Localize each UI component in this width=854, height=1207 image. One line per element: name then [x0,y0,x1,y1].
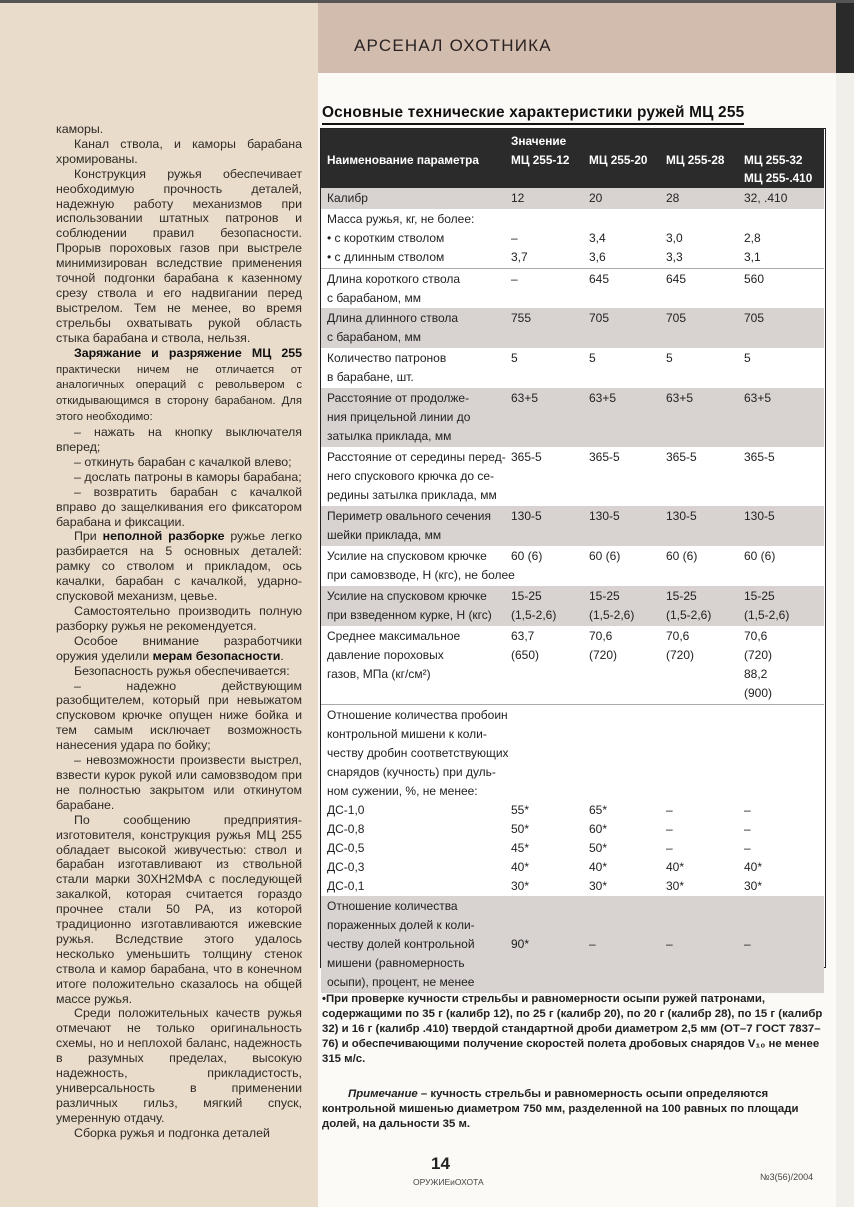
param-value: 20 [589,191,603,205]
param-value: 5 [744,351,751,365]
param-value: 15-25 [744,589,775,603]
body-paragraph [56,470,302,485]
text-run: Сборка ружья и подгонка деталей [74,1125,270,1140]
param-value: 40* [666,860,685,874]
param-name: Расстояние от середины перед- [327,450,506,464]
param-value: 30* [744,879,763,893]
param-name: мишени (равномерность [327,956,465,970]
text-run: – надежно действующим разобщителем, который при невыжатом спусковом крючке опущен ниже бойка и тем самым исключает возможность нанесения удара по бойку; [56,678,302,753]
param-value: 755 [511,311,532,325]
table-row [321,348,824,388]
text-run: Особое внимание разработчики оружия уделили [56,633,302,663]
param-value: – [666,937,673,951]
param-value: – [666,803,673,817]
param-value: 60 (6) [589,549,621,563]
text-run: Безопасность ружья обеспечивается: [74,663,290,678]
param-value: – [744,937,751,951]
param-value: 45* [511,841,530,855]
body-paragraph [56,604,302,634]
remark-label: Примечание [348,1088,418,1100]
param-value: 70,6 [666,629,690,643]
bold-phrase: мерам безопасности [152,648,281,663]
param-value: 130-5 [589,509,620,523]
param-name: при самовзводе, Н (кгс), не более [327,568,515,582]
body-paragraph [56,455,302,470]
text-run: – нажать на кнопку выключателя вперед; [56,425,302,455]
remark [322,1087,830,1132]
param-name: контрольной мишени к коли- [327,727,487,741]
body-paragraph [56,664,302,679]
body-paragraph [56,753,302,813]
param-name: с барабаном, мм [327,291,421,305]
param-value: (1,5-2,6) [589,608,635,622]
table-row [321,209,824,268]
param-value: 3,6 [589,250,606,264]
param-value: 2,8 [744,231,761,245]
param-name: Расстояние от продолже- [327,391,470,405]
header-model: МЦ 255-28 [666,153,725,167]
header-param: Наименование параметра [327,153,479,167]
param-value: – [666,822,673,836]
param-name: с барабаном, мм [327,330,421,344]
text-run: При [74,529,103,544]
text-run: Канал ствола, и каморы барабана хромированы. [56,136,302,166]
param-name: осыпи), процент, не менее [327,975,475,989]
magazine-name: ОРУЖИЕиОХОТА [413,1177,484,1187]
param-value: 60 (6) [666,549,698,563]
param-name: ДС-0,8 [327,822,365,836]
param-name: Отношение количества [327,899,458,913]
param-value: 63+5 [511,391,539,405]
param-name: затылка приклада, мм [327,429,452,443]
param-value: (1,5-2,6) [666,608,712,622]
param-name: ном сужении, %, не менее: [327,784,478,798]
param-value: 3,7 [511,250,528,264]
param-name: • с коротким стволом [327,231,445,245]
param-name: пораженных долей к коли- [327,918,475,932]
param-value: 5 [666,351,673,365]
param-name: газов, МПа (кг/см²) [327,667,431,681]
param-value: 3,4 [589,231,606,245]
text-run: – невозможности произвести выстрел, взвести курок рукой или самовзводом при не полностью закрытом или откинутом барабане. [56,753,302,812]
param-name: Длина длинного ствола [327,311,459,325]
param-name: честву дробин соответствующих [327,746,509,760]
section-header [318,3,854,73]
text-run: . [280,648,284,663]
table-row [321,388,824,447]
param-name: Калибр [327,191,368,205]
param-name: Усилие на спусковом крючке [327,589,487,603]
param-value: 90* [511,937,530,951]
table-row [321,704,824,897]
param-value: 15-25 [589,589,620,603]
param-name: при взведенном курке, Н (кгс) [327,608,492,622]
text-run: Конструкция ружья обеспечивает необходимую прочность деталей, надежную работу механизмов при использовании штатных патронов и соблюдении правил безопасности. Прорыв пороховых газов при выстреле минимизирован вследствие применения точной подгонки барабана к казенному срезу ствола и его надвигании перед выстрелом. Тем не менее, во время стрельбы охватывать рукой область стыка барабана и ствола, нельзя. [56,166,302,345]
param-name: редины затылка приклада, мм [327,488,497,502]
param-value: (1,5-2,6) [511,608,557,622]
param-value: 63+5 [589,391,617,405]
param-value: 50* [589,841,608,855]
param-value: 365-5 [589,450,620,464]
text-run: По сообщению предприятия-изготовителя, конструкция ружья МЦ 255 обладает высокой живучестью: ствол и барабан изготавливают из ствольной стали марки 30ХН2МФА с последующей закалкой, которая считается гораздо прочнее стали 50 РА, из которой традиционно изготавливаются ижевские ружья. Вследствие этого удалось несколько уменьшить толщину стенок ствола и камор барабана, что в конечном итоге положительно сказалось на общей массе ружья. [56,812,302,1006]
param-name: него спускового крючка до се- [327,469,494,483]
param-value: 15-25 [511,589,542,603]
param-value: 130-5 [744,509,775,523]
header-model: МЦ 255-12 [511,153,570,167]
param-name: Отношение количества пробоин [327,708,508,722]
table-row [321,586,824,626]
text-run: практически ничем не отличается от аналогичных операций с револьвером с откидывающимся в сторону барабаном. Для этого необходимо: [56,363,302,424]
param-value: 130-5 [666,509,697,523]
body-paragraph [56,346,302,426]
body-paragraph [56,813,302,1007]
body-paragraph [56,122,302,137]
param-name: ния прицельной линии до [327,410,471,424]
param-value: – [744,841,751,855]
param-value: 55* [511,803,530,817]
body-paragraph [56,1126,302,1141]
table-row [321,308,824,348]
param-value: (650) [511,648,540,662]
param-name: ДС-0,1 [327,879,365,893]
left-column [0,3,318,1207]
param-name: Периметр овального сечения [327,509,491,523]
param-value: 63,7 [511,629,535,643]
param-value: (1,5-2,6) [744,608,790,622]
param-value: 32, .410 [744,191,788,205]
param-value: 88,2 [744,667,768,681]
table-row [321,268,824,309]
param-name: ДС-0,5 [327,841,365,855]
param-value: 645 [589,272,610,286]
param-name: шейки приклада, мм [327,528,442,542]
param-name: честву долей контрольной [327,937,475,951]
param-name: снарядов (кучность) при дуль- [327,765,496,779]
param-value: – [666,841,673,855]
text-run: – возвратить барабан с качалкой вправо до защелкивания его фиксатором барабана и фиксации. [56,484,302,529]
param-value: 60* [589,822,608,836]
section-title: АРСЕНАЛ ОХОТНИКА [354,36,552,55]
param-name: ДС-0,3 [327,860,365,874]
param-value: 60 (6) [511,549,543,563]
body-paragraph [56,485,302,530]
table-header [321,129,824,188]
footnote: •При проверке кучности стрельбы и равномерности осыпи ружей патронами, содержащими по 35 г (калибр 12), по 25 г (калибр 20), по 20 г (калибр 28), по 15 г (калибр 32) и 16 г (калибр .410) твердой стандартной дроби диаметром 2,5 мм (ОТ–7 ГОСТ 7837–76) и обеспечивающими получение скоростей полета дробовых снарядов V₁₀ не менее 315 м/с. [322,993,823,1065]
header-model: МЦ 255-20 [589,153,648,167]
body-paragraph [56,167,302,346]
param-value: 70,6 [744,629,768,643]
param-value: – [511,272,518,286]
table-row [321,506,824,546]
param-name: Усилие на спусковом крючке [327,549,487,563]
param-value: 63+5 [666,391,694,405]
param-value: 30* [666,879,685,893]
param-value: 365-5 [744,450,775,464]
table-row [321,447,824,506]
table-row [321,188,824,209]
param-value: 5 [511,351,518,365]
param-value: 3,1 [744,250,761,264]
param-value: – [744,822,751,836]
param-value: 15-25 [666,589,697,603]
table-row [321,626,824,704]
param-value: 40* [511,860,530,874]
bold-phrase: неполной разборке [102,529,225,544]
param-value: (720) [589,648,618,662]
body-paragraph [56,529,302,604]
page-number: 14 [431,1154,450,1173]
param-name: в барабане, шт. [327,370,414,384]
param-value: 3,0 [666,231,683,245]
param-value: – [744,803,751,817]
param-name: Масса ружья, кг, не более: [327,212,475,226]
header-value: Значение [511,134,567,148]
table-row [321,896,824,993]
notes [322,992,830,1132]
param-value: (720) [666,648,695,662]
param-value: 365-5 [511,450,542,464]
param-value: 28 [666,191,680,205]
param-value: 3,3 [666,250,683,264]
specs-table [320,128,826,989]
param-name: • с длинным стволом [327,250,445,264]
param-value: 50* [511,822,530,836]
param-value: 705 [666,311,687,325]
param-value: 70,6 [589,629,613,643]
text-run: ружье легко разбирается на 5 основных деталей: рамку со стволом и прикладом, ось качалки, барабан с качалкой, ударно-спусковой механизм, цевье. [56,529,303,604]
param-value: 63+5 [744,391,772,405]
param-value: 40* [744,860,763,874]
header-model: МЦ 255-.410 [744,171,813,185]
table-row [321,546,824,586]
param-name: Среднее максимальное [327,629,461,643]
remark-text: – кучность стрельбы и равномерность осыпи определяются контрольной мишенью диаметром 750 мм, разделенной на 100 равных по площади долей, на дальности 35 м. [322,1088,799,1130]
param-value: 5 [589,351,596,365]
page-edge [836,73,854,1207]
param-value: 30* [511,879,530,893]
param-name: ДС-1,0 [327,803,365,817]
param-value: 60 (6) [744,549,776,563]
body-paragraph [56,137,302,167]
table-title: Основные технические характеристики ружей МЦ 255 [322,104,744,125]
param-name: давление пороховых [327,648,444,662]
body-paragraph [56,634,302,664]
body-paragraph [56,1006,302,1125]
param-name: Длина короткого ствола [327,272,461,286]
text-run: Самостоятельно производить полную разборку ружья не рекомендуется. [56,604,302,633]
text-run: – дослать патроны в каморы барабана; [74,469,302,484]
param-value: 705 [744,311,765,325]
param-value: – [589,937,596,951]
left-column-text [56,122,302,1141]
param-value: 130-5 [511,509,542,523]
body-paragraph [56,679,302,754]
param-value: 560 [744,272,765,286]
text-run: каморы. [56,122,104,136]
param-value: 40* [589,860,608,874]
param-value: 705 [589,311,610,325]
param-value: 65* [589,803,608,817]
text-run: Среди положительных качеств ружья отмечают не только оригинальность схемы, но и неплохой баланс, надежность в разумных пределах, высокую надежность, прикладистость, универсальность в применении различных гильз, мягкий спуск, умеренную отдачу. [56,1006,302,1125]
param-value: – [511,231,518,245]
header-edge-block [836,3,854,73]
bold-phrase: Заряжание и разряжение МЦ 255 [74,345,302,360]
issue-number: №3(56)/2004 [760,1172,814,1182]
text-run: – откинуть барабан с качалкой влево; [74,454,292,469]
param-value: 365-5 [666,450,697,464]
param-value: (900) [744,686,773,700]
param-value: 12 [511,191,525,205]
param-name: Количество патронов [327,351,447,365]
header-model: МЦ 255-32 [744,153,803,167]
param-value: (720) [744,648,773,662]
param-value: 30* [589,879,608,893]
body-paragraph [56,425,302,455]
param-value: 645 [666,272,687,286]
